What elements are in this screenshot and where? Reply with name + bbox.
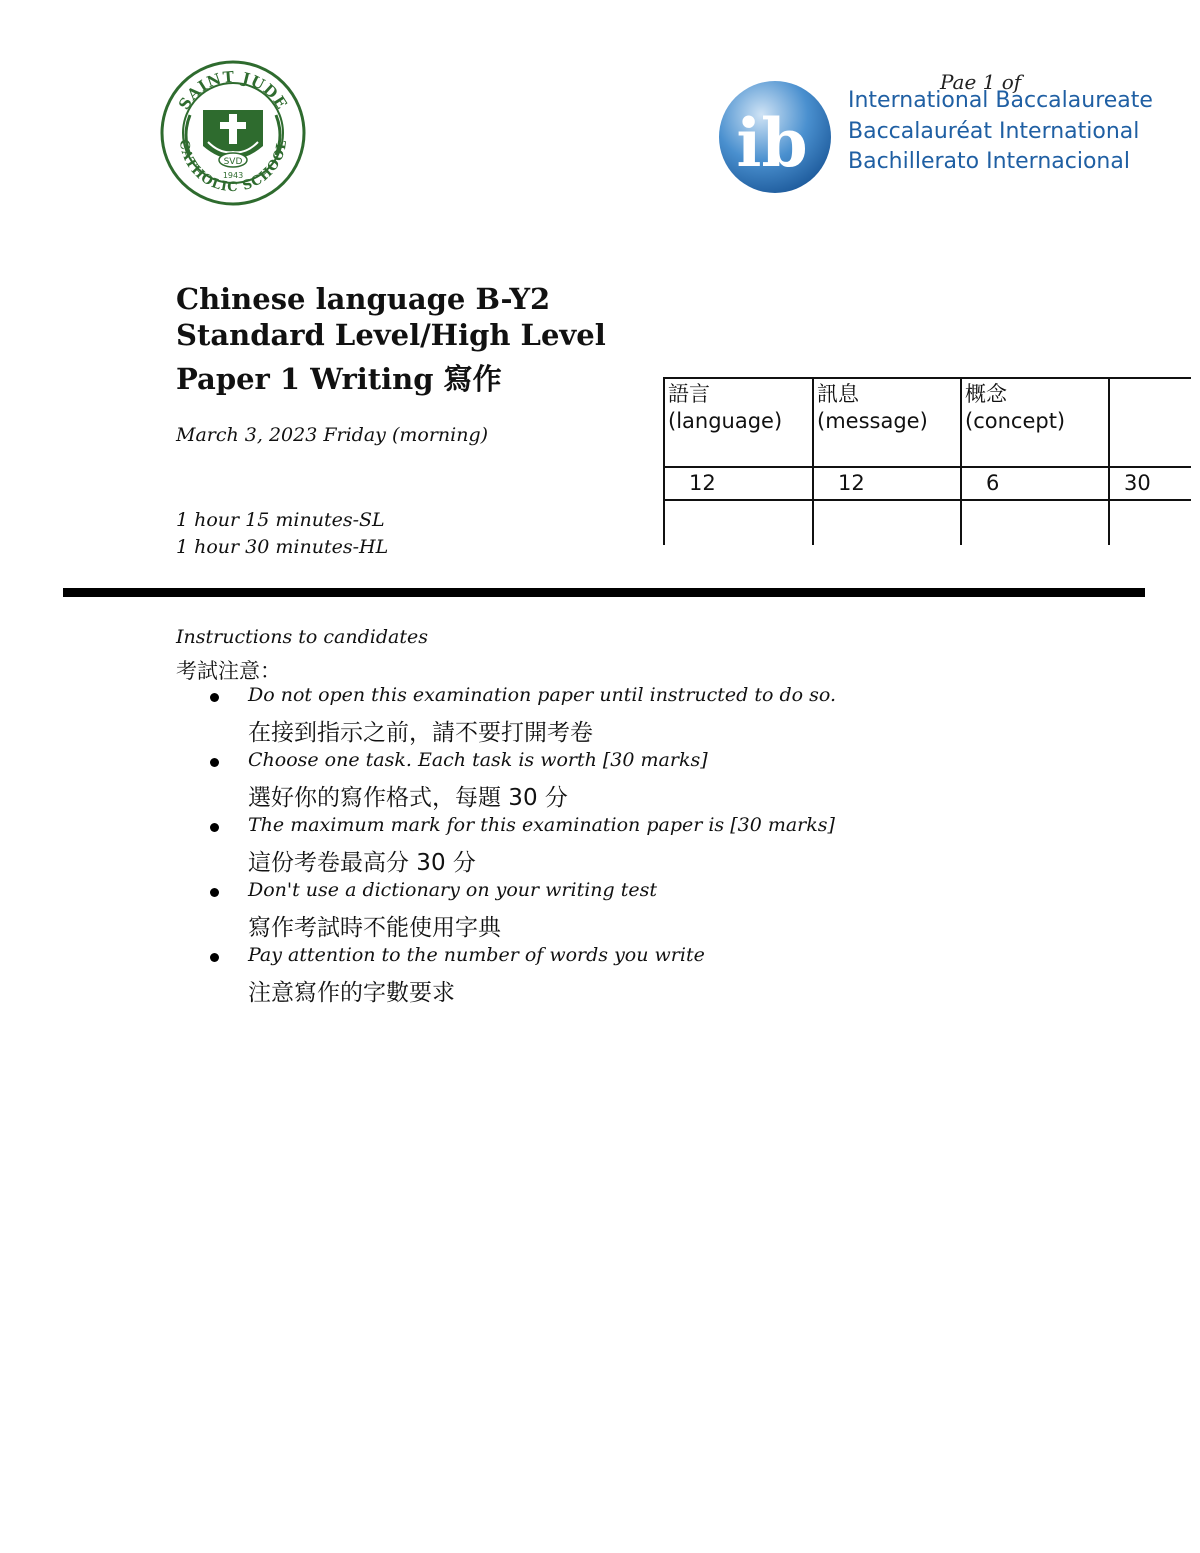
svg-text:SVD: SVD (223, 157, 243, 167)
svg-text:ib: ib (736, 104, 808, 182)
instruction-en: Pay attention to the number of words you write (248, 944, 705, 966)
score-cell-concept[interactable] (961, 500, 1109, 545)
marks-header-message: 訊息 (message) (813, 378, 961, 467)
svg-text:CATHOLIC SCHOOL: CATHOLIC SCHOOL (175, 138, 291, 196)
instruction-zh: 寫作考試時不能使用字典 (248, 915, 501, 941)
instruction-zh: 注意寫作的字數要求 (248, 980, 455, 1006)
level-title: Standard Level/High Level (176, 318, 606, 352)
marks-header-concept: 概念 (concept) (961, 378, 1109, 467)
score-cell-message[interactable] (813, 500, 961, 545)
instruction-en: The maximum mark for this examination paper is [30 marks] (248, 814, 835, 836)
duration-hl: 1 hour 30 minutes-HL (176, 536, 389, 558)
marks-value-concept: 6 (961, 467, 1109, 500)
course-title: Chinese language B-Y2 (176, 282, 551, 316)
list-item (210, 749, 1010, 814)
ib-name-spanish: Bachillerato Internacional (848, 149, 1130, 174)
instruction-en: Don't use a dictionary on your writing test (248, 879, 657, 901)
instruction-zh: 這份考卷最高分 30 分 (248, 850, 476, 876)
section-divider (63, 588, 1145, 597)
list-item (210, 684, 1010, 749)
marks-value-total: 30 (1109, 467, 1191, 500)
bullet-icon (210, 888, 219, 897)
marks-table (663, 377, 1191, 545)
bullet-icon (210, 758, 219, 767)
instructions-list (210, 684, 1010, 1009)
score-cell-language[interactable] (664, 500, 813, 545)
ib-name-english: International Baccalaureate (848, 88, 1153, 113)
exam-date: March 3, 2023 Friday (morning) (176, 424, 489, 446)
bullet-icon (210, 823, 219, 832)
list-item (210, 814, 1010, 879)
bullet-icon (210, 693, 219, 702)
list-item (210, 879, 1010, 944)
marks-header-total (1109, 378, 1191, 467)
instruction-en: Do not open this examination paper until instructed to do so. (248, 684, 837, 706)
marks-table-header-row (664, 378, 1191, 467)
ib-name-french: Baccalauréat International (848, 119, 1140, 144)
marks-value-language: 12 (664, 467, 813, 500)
bullet-icon (210, 953, 219, 962)
svg-text:SAINT JUDE: SAINT JUDE (174, 67, 292, 113)
list-item (210, 944, 1010, 1009)
svg-text:1943: 1943 (222, 171, 244, 180)
duration-sl: 1 hour 15 minutes-SL (176, 509, 385, 531)
instruction-zh: 在接到指示之前，請不要打開考卷 (248, 720, 593, 746)
ib-logo (716, 78, 834, 196)
school-crest-icon (160, 60, 306, 206)
marks-table-max-row (664, 467, 1191, 500)
instructions-heading: Instructions to candidates (176, 626, 428, 648)
paper-title: Paper 1 Writing 寫作 (176, 362, 502, 396)
ib-globe-icon (716, 78, 834, 196)
page-indicator: Pae 1 of (940, 70, 1022, 94)
marks-table-score-row (664, 500, 1191, 545)
marks-value-message: 12 (813, 467, 961, 500)
marks-header-language: 語言 (language) (664, 378, 813, 467)
score-cell-total[interactable] (1109, 500, 1191, 545)
school-logo (160, 60, 306, 206)
instructions-heading-zh: 考試注意： (176, 659, 281, 683)
instruction-zh: 選好你的寫作格式，每題 30 分 (248, 785, 568, 811)
instruction-en: Choose one task. Each task is worth [30 marks] (248, 749, 708, 771)
